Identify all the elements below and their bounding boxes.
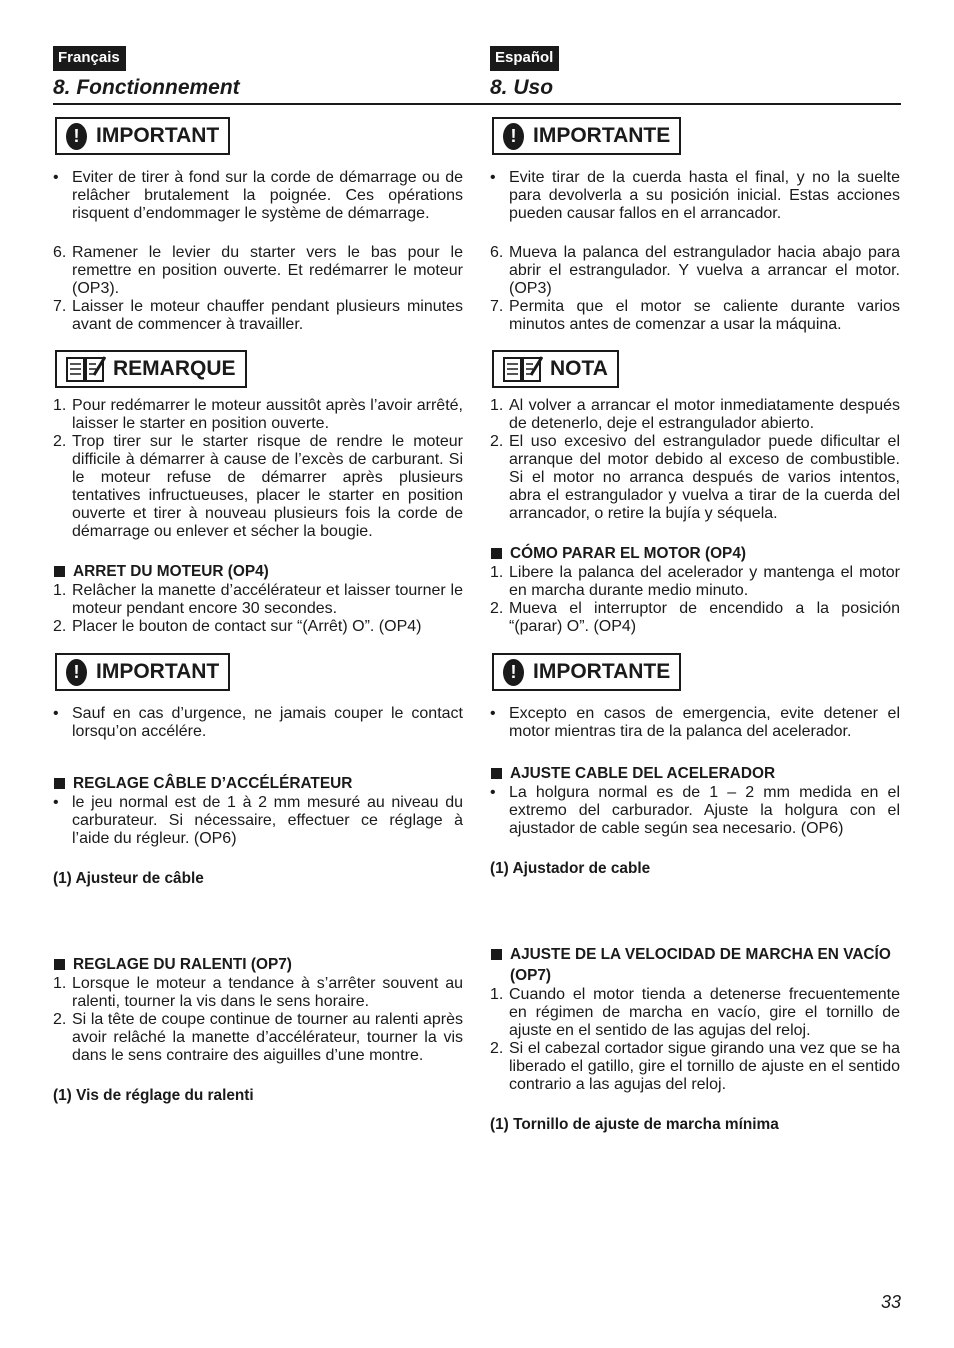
list-item: 2. Mueva el interruptor de encendido a la posición “(parar) O”. (OP4) xyxy=(490,600,900,636)
important-label: IMPORTANT xyxy=(96,124,220,147)
section-title-spanish: 8. Uso xyxy=(490,76,554,99)
list-item: • Evite tirar de la cuerda hasta el final, y no la suelte para devolverla a su posición inicial. Estas acciones pueden causar fallos en el arrancador. xyxy=(490,169,900,222)
exclamation-icon: ! xyxy=(66,123,87,150)
section-title-french: 8. Fonctionnement xyxy=(53,76,240,99)
important-box xyxy=(55,653,230,691)
list-item: 1. Libere la palanca del acelerador y mantenga el motor en marcha durante medio minuto. xyxy=(490,564,900,600)
important-box xyxy=(492,117,681,155)
figure-caption: (1) Ajusteur de câble xyxy=(53,870,204,888)
list-item: 2. Trop tirer sur le starter risque de rendre le moteur difficile à démarrer à cause de l’excès de carburant. Si le moteur refuse de démarrer après plusieurs tentatives infructueuses, placer le starter en position ouverte et tirer à nouveau plusieurs fois la corde de démarrage ou enlever et sécher la bougie. xyxy=(53,433,463,540)
important-label: IMPORTANTE xyxy=(533,660,671,684)
note-box xyxy=(55,350,247,388)
exclamation-icon: ! xyxy=(503,123,524,150)
exclamation-icon: ! xyxy=(66,659,87,686)
spanish-column xyxy=(490,46,900,1135)
page-number: 33 xyxy=(880,1292,901,1312)
subsection-heading: AJUSTE DE LA VELOCIDAD DE MARCHA EN VACÍO (OP7) xyxy=(490,944,900,986)
list-item: 2. Si la tête de coupe continue de tourner au ralenti après avoir relâché la manette d’accélérateur, tourner la vis dans le sens contraire des aiguilles d’une montre. xyxy=(53,1010,463,1064)
list-item: 6. Mueva la palanca del estrangulador hacia abajo para abrir el estrangulador. Y vuelva a arrancar el motor. (OP3) xyxy=(490,244,900,297)
note-label: NOTA xyxy=(550,357,608,380)
list-item: • La holgura normal es de 1 – 2 mm medida en el extremo del carburador. Ajuste la holgura con el ajustador de cable según sea necesario. (OP6) xyxy=(490,784,900,838)
list-item: • le jeu normal est de 1 à 2 mm mesuré au niveau du carburateur. Si nécessaire, effectuer ce réglage à l’aide du régleur. (OP6) xyxy=(53,794,463,848)
note-box xyxy=(492,350,619,388)
important-box xyxy=(55,117,230,155)
subsection-heading: CÓMO PARAR EL MOTOR (OP4) xyxy=(490,543,900,564)
list-item: 7. Permita que el motor se caliente durante varios minutos antes de comenzar a usar la máquina. xyxy=(490,298,900,333)
note-label: REMARQUE xyxy=(113,357,236,380)
subsection-heading: REGLAGE CÂBLE D’ACCÉLÉRATEUR xyxy=(53,773,463,794)
subsection-heading: ARRET DU MOTEUR (OP4) xyxy=(53,561,463,582)
figure-caption: (1) Tornillo de ajuste de marcha mínima xyxy=(490,1116,779,1134)
list-item: 2. Placer le bouton de contact sur “(Arrêt) O”. (OP4) xyxy=(53,618,422,636)
language-tab-spanish: Español xyxy=(490,46,559,71)
figure-caption: (1) Vis de réglage du ralenti xyxy=(53,1086,254,1104)
subsection-heading: REGLAGE DU RALENTI (OP7) xyxy=(53,954,463,975)
french-column xyxy=(53,46,463,1106)
important-label: IMPORTANTE xyxy=(533,124,671,147)
subsection-heading: AJUSTE CABLE DEL ACELERADOR xyxy=(490,763,900,784)
list-item: • Eviter de tirer à fond sur la corde de démarrage ou de relâcher brutalement la poignée. Ces opérations risquent d’endommager le système de démarrage. xyxy=(53,169,463,222)
language-tab-french: Français xyxy=(53,46,126,71)
list-item: 1. Lorsque le moteur a tendance à s’arrêter souvent au ralenti, tourner la vis dans le sens horaire. xyxy=(53,974,463,1010)
important-label: IMPORTANT xyxy=(96,660,220,684)
figure-caption: (1) Ajustador de cable xyxy=(490,860,651,878)
exclamation-icon: ! xyxy=(503,659,524,686)
list-item: 1. Relâcher la manette d’accélérateur et laisser tourner le moteur pendant encore 30 secondes. xyxy=(53,582,463,618)
important-box xyxy=(492,653,681,691)
list-item: 1. Al volver a arrancar el motor inmediatamente después de detenerlo, deje el estrangulador abierto. xyxy=(490,397,900,432)
list-item: 1. Cuando el motor tienda a detenerse frecuentemente en régimen de marcha en vacío, gire el tornillo de ajuste en el sentido de las agujas del reloj. xyxy=(490,986,900,1040)
list-item: • Sauf en cas d’urgence, ne jamais couper le contact lorsqu’on accélére. xyxy=(53,705,463,741)
list-item: 1. Pour redémarrer le moteur aussitôt après l’avoir arrêté, laisser le starter en position ouverte. xyxy=(53,397,463,432)
notebook-icon xyxy=(66,355,106,383)
list-item: 2. El uso excesivo del estrangulador puede dificultar el arranque del motor debido al exceso de combustible. Si el motor no arranca después de varios intentos, abra el estrangulador y vuelva a tirar de la cuerda del arrancador, o retire la bujía y séquela. xyxy=(490,433,900,522)
list-item: 2. Si el cabezal cortador sigue girando una vez que se ha liberado el gatillo, gire el tornillo de ajuste en el sentido contrario a las agujas del reloj. xyxy=(490,1040,900,1094)
notebook-icon xyxy=(503,355,543,383)
list-item: 7. Laisser le moteur chauffer pendant plusieurs minutes avant de commencer à travailler. xyxy=(53,298,463,333)
list-item: 6. Ramener le levier du starter vers le bas pour le remettre en position ouverte. Et redémarrer le moteur (OP3). xyxy=(53,244,463,297)
list-item: • Excepto en casos de emergencia, evite detener el motor mientras tira de la palanca del acelerador. xyxy=(490,705,900,741)
